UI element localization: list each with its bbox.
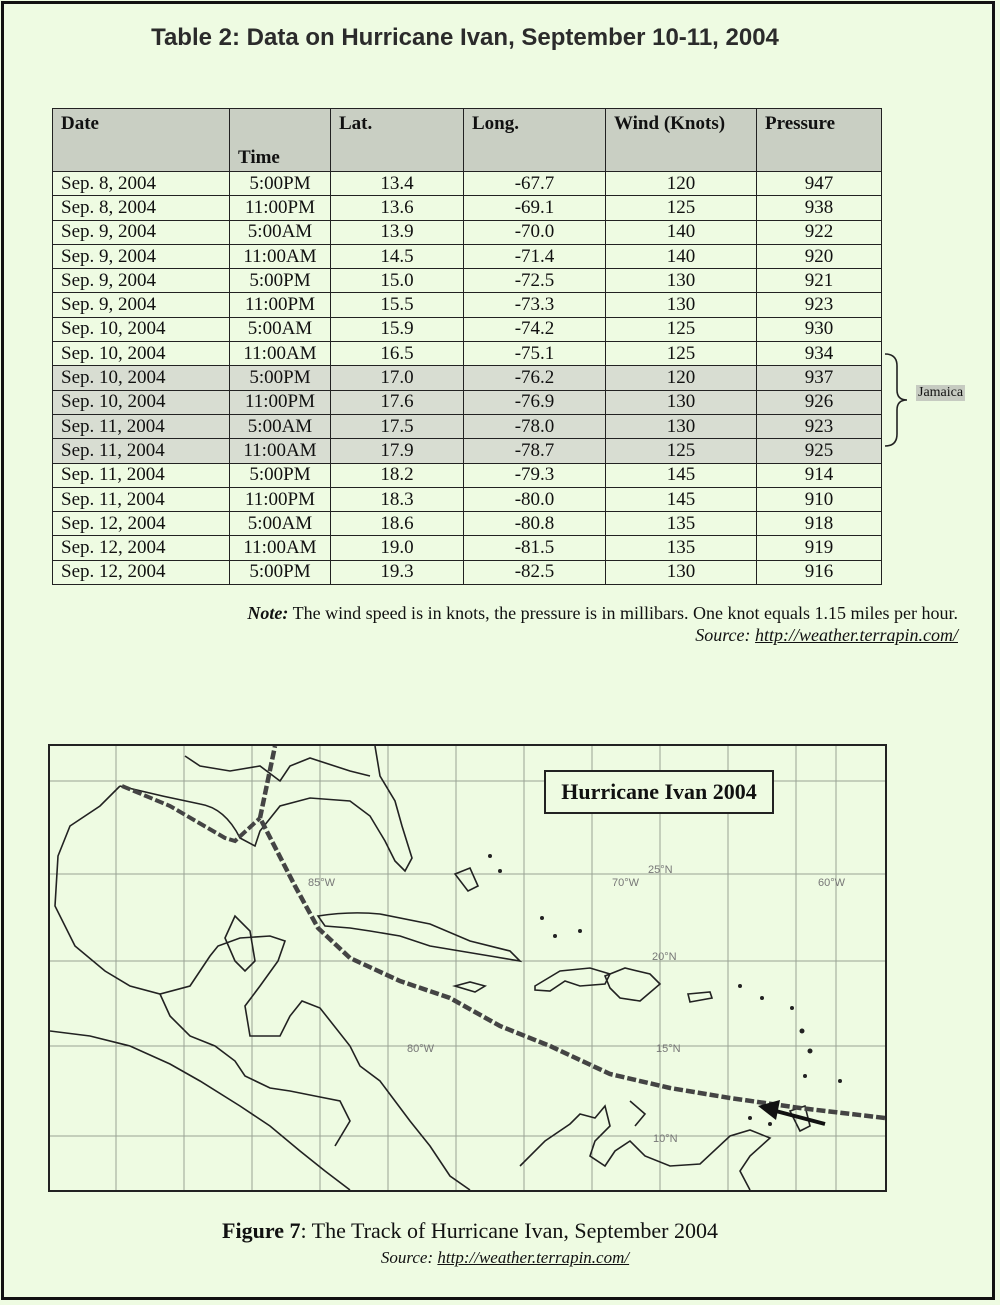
table-row — [53, 293, 882, 317]
table-row — [53, 390, 882, 414]
cell-long: -74.2 — [464, 317, 606, 341]
cell-date: Sep. 10, 2004 — [53, 342, 230, 366]
table-row — [53, 220, 882, 244]
cell-lat: 19.0 — [331, 536, 464, 560]
cell-time: 11:00PM — [230, 487, 331, 511]
cell-pressure: 918 — [757, 512, 882, 536]
cell-wind: 145 — [606, 487, 757, 511]
table-header-row — [53, 109, 882, 172]
cell-long: -75.1 — [464, 342, 606, 366]
cell-wind: 135 — [606, 536, 757, 560]
cell-lat: 17.6 — [331, 390, 464, 414]
jamaica-label: Jamaica — [918, 385, 964, 400]
cell-time: 11:00AM — [230, 536, 331, 560]
cell-date: Sep. 8, 2004 — [53, 172, 230, 196]
table-row — [53, 512, 882, 536]
cell-date: Sep. 9, 2004 — [53, 293, 230, 317]
label-10n: 10°N — [653, 1133, 678, 1145]
cell-date: Sep. 9, 2004 — [53, 220, 230, 244]
label-70w: 70°W — [612, 877, 640, 889]
table-row — [53, 536, 882, 560]
cell-long: -81.5 — [464, 536, 606, 560]
cell-wind: 130 — [606, 293, 757, 317]
note-label: Note: — [247, 603, 289, 623]
table-row — [53, 463, 882, 487]
cell-time: 11:00AM — [230, 244, 331, 268]
cell-lat: 17.0 — [331, 366, 464, 390]
header-time: Time — [230, 109, 331, 172]
cell-long: -67.7 — [464, 172, 606, 196]
cell-date: Sep. 10, 2004 — [53, 390, 230, 414]
table-row — [53, 342, 882, 366]
header-date: Date — [53, 109, 230, 172]
cell-lat: 14.5 — [331, 244, 464, 268]
cell-wind: 130 — [606, 560, 757, 584]
hurricane-data-table — [52, 108, 882, 585]
figure-caption — [0, 1218, 940, 1244]
cell-date: Sep. 11, 2004 — [53, 414, 230, 438]
cell-pressure: 922 — [757, 220, 882, 244]
cell-lat: 15.5 — [331, 293, 464, 317]
figure-source-link[interactable]: http://weather.terrapin.com/ — [437, 1248, 630, 1267]
cell-wind: 135 — [606, 512, 757, 536]
cell-wind: 125 — [606, 439, 757, 463]
map-title: Hurricane Ivan 2004 — [544, 770, 774, 814]
table-row — [53, 244, 882, 268]
cell-long: -69.1 — [464, 196, 606, 220]
cell-lat: 17.9 — [331, 439, 464, 463]
cell-long: -76.9 — [464, 390, 606, 414]
cell-date: Sep. 12, 2004 — [53, 512, 230, 536]
cell-time: 5:00PM — [230, 269, 331, 293]
cell-pressure: 920 — [757, 244, 882, 268]
cell-date: Sep. 11, 2004 — [53, 487, 230, 511]
cell-lat: 13.4 — [331, 172, 464, 196]
cell-pressure: 926 — [757, 390, 882, 414]
cell-wind: 125 — [606, 196, 757, 220]
cell-wind: 120 — [606, 172, 757, 196]
table-row — [53, 414, 882, 438]
table-row — [53, 366, 882, 390]
cell-wind: 120 — [606, 366, 757, 390]
direction-arrow — [758, 1100, 825, 1124]
label-20n: 20°N — [652, 951, 677, 963]
cell-date: Sep. 10, 2004 — [53, 366, 230, 390]
cell-pressure: 916 — [757, 560, 882, 584]
cell-long: -79.3 — [464, 463, 606, 487]
cell-wind: 125 — [606, 342, 757, 366]
hurricane-track-map — [48, 744, 887, 1192]
cell-lat: 18.2 — [331, 463, 464, 487]
cell-lat: 19.3 — [331, 560, 464, 584]
header-lat: Lat. — [331, 109, 464, 172]
cell-pressure: 923 — [757, 293, 882, 317]
cell-long: -78.7 — [464, 439, 606, 463]
cell-date: Sep. 8, 2004 — [53, 196, 230, 220]
cell-long: -80.0 — [464, 487, 606, 511]
cell-wind: 125 — [606, 317, 757, 341]
cell-long: -73.3 — [464, 293, 606, 317]
cell-wind: 130 — [606, 414, 757, 438]
cell-lat: 16.5 — [331, 342, 464, 366]
cell-pressure: 930 — [757, 317, 882, 341]
cell-long: -82.5 — [464, 560, 606, 584]
cell-lat: 18.6 — [331, 512, 464, 536]
table-row — [53, 439, 882, 463]
cell-long: -78.0 — [464, 414, 606, 438]
cell-lat: 18.3 — [331, 487, 464, 511]
page-title: Table 2: Data on Hurricane Ivan, September 10-11, 2004 — [151, 24, 779, 51]
cell-pressure: 923 — [757, 414, 882, 438]
cell-time: 11:00AM — [230, 342, 331, 366]
cell-wind: 145 — [606, 463, 757, 487]
table-body — [53, 172, 882, 585]
cell-lat: 13.6 — [331, 196, 464, 220]
hurricane-track-extension — [122, 786, 260, 841]
cell-time: 5:00AM — [230, 317, 331, 341]
header-long: Long. — [464, 109, 606, 172]
cell-date: Sep. 9, 2004 — [53, 244, 230, 268]
cell-lat: 15.9 — [331, 317, 464, 341]
table-row — [53, 172, 882, 196]
table-row — [53, 196, 882, 220]
cell-pressure: 919 — [757, 536, 882, 560]
table-row — [53, 317, 882, 341]
table-row — [53, 269, 882, 293]
table-note — [247, 602, 958, 646]
note-source-label: Source: — [695, 625, 751, 645]
cell-time: 5:00PM — [230, 463, 331, 487]
label-80w: 80°W — [407, 1043, 435, 1055]
label-60w: 60°W — [818, 877, 846, 889]
table-row — [53, 487, 882, 511]
cell-long: -76.2 — [464, 366, 606, 390]
cell-time: 5:00AM — [230, 512, 331, 536]
cell-long: -71.4 — [464, 244, 606, 268]
cell-lat: 17.5 — [331, 414, 464, 438]
jamaica-brace — [883, 352, 913, 448]
label-85w: 85°W — [308, 877, 336, 889]
cell-wind: 130 — [606, 269, 757, 293]
cell-lat: 15.0 — [331, 269, 464, 293]
cell-long: -70.0 — [464, 220, 606, 244]
cell-pressure: 921 — [757, 269, 882, 293]
figure-caption-text: : The Track of Hurricane Ivan, September 2004 — [300, 1218, 718, 1243]
cell-pressure: 938 — [757, 196, 882, 220]
cell-time: 5:00PM — [230, 172, 331, 196]
cell-wind: 140 — [606, 220, 757, 244]
cell-time: 5:00PM — [230, 366, 331, 390]
cell-time: 11:00PM — [230, 196, 331, 220]
cell-pressure: 937 — [757, 366, 882, 390]
cell-pressure: 910 — [757, 487, 882, 511]
note-source-link[interactable]: http://weather.terrapin.com/ — [755, 625, 958, 645]
cell-date: Sep. 11, 2004 — [53, 439, 230, 463]
note-line — [247, 602, 958, 624]
cell-pressure: 947 — [757, 172, 882, 196]
header-wind: Wind (Knots) — [606, 109, 757, 172]
label-25n: 25°N — [648, 864, 673, 876]
cell-long: -80.8 — [464, 512, 606, 536]
cell-date: Sep. 9, 2004 — [53, 269, 230, 293]
cell-time: 5:00AM — [230, 220, 331, 244]
cell-date: Sep. 11, 2004 — [53, 463, 230, 487]
cell-wind: 140 — [606, 244, 757, 268]
label-15n: 15°N — [656, 1043, 681, 1055]
cell-time: 5:00AM — [230, 414, 331, 438]
cell-date: Sep. 10, 2004 — [53, 317, 230, 341]
cell-pressure: 914 — [757, 463, 882, 487]
cell-long: -72.5 — [464, 269, 606, 293]
cell-time: 11:00AM — [230, 439, 331, 463]
cell-date: Sep. 12, 2004 — [53, 560, 230, 584]
table-row — [53, 560, 882, 584]
figure-source — [0, 1248, 1000, 1268]
cell-lat: 13.9 — [331, 220, 464, 244]
note-text: The wind speed is in knots, the pressure is in millibars. One knot equals 1.15 miles per hour. — [292, 603, 958, 623]
figure-label: Figure 7 — [222, 1218, 301, 1243]
cell-wind: 130 — [606, 390, 757, 414]
cell-date: Sep. 12, 2004 — [53, 536, 230, 560]
cell-time: 11:00PM — [230, 293, 331, 317]
header-pressure: Pressure — [757, 109, 882, 172]
figure-source-label: Source: — [380, 1248, 434, 1267]
cell-time: 5:00PM — [230, 560, 331, 584]
cell-pressure: 934 — [757, 342, 882, 366]
note-source — [247, 624, 958, 646]
cell-pressure: 925 — [757, 439, 882, 463]
cell-time: 11:00PM — [230, 390, 331, 414]
